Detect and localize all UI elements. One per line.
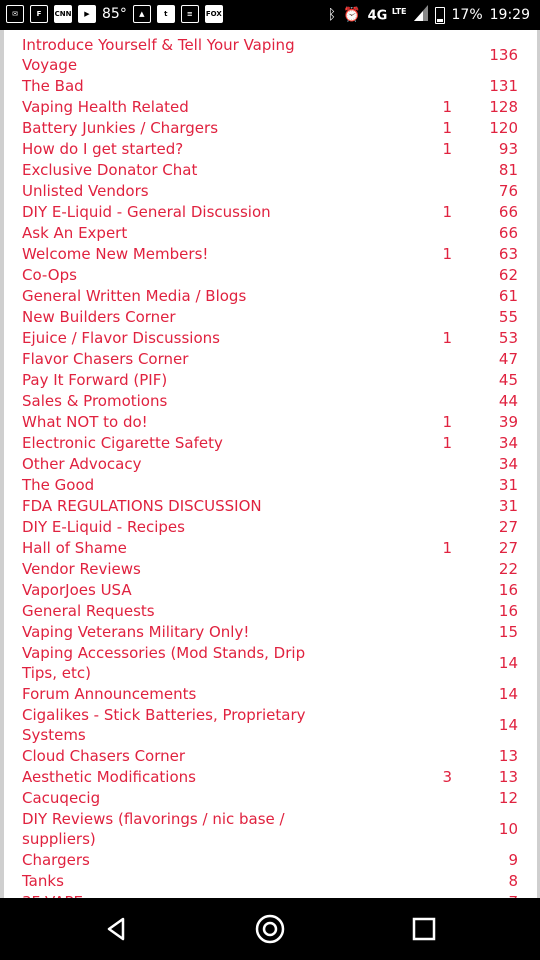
forum-row[interactable]: [0, 180, 540, 201]
forum-topic-count: 34: [498, 454, 518, 473]
forum-row[interactable]: [0, 369, 540, 390]
forum-name: Cigalikes - Stick Batteries, Proprietary Systems: [22, 705, 306, 744]
youtube-icon: ▶: [78, 5, 96, 23]
temperature-text: 85°: [102, 6, 127, 22]
forum-row[interactable]: [0, 495, 540, 516]
forum-unread-count: 1: [442, 538, 452, 557]
forum-topic-count: 16: [498, 601, 518, 620]
battery-icon: [435, 7, 445, 24]
forum-row[interactable]: [0, 642, 540, 683]
forum-topic-count: 27: [498, 517, 518, 536]
forum-name: Forum Announcements: [22, 684, 197, 703]
forum-unread-count: 1: [442, 412, 452, 431]
forum-name: Electronic Cigarette Safety: [22, 433, 223, 452]
forum-row[interactable]: [0, 201, 540, 222]
forum-row[interactable]: [0, 411, 540, 432]
notification-icons: [6, 5, 223, 23]
forum-name: Vaping Veterans Military Only!: [22, 622, 250, 641]
forum-name: Exclusive Donator Chat: [22, 160, 198, 179]
forum-row[interactable]: [0, 306, 540, 327]
forum-topic-count: 16: [498, 580, 518, 599]
forum-row[interactable]: [0, 348, 540, 369]
forum-name: Vaping Health Related: [22, 97, 189, 116]
forum-name: Hall of Shame: [22, 538, 127, 557]
forum-topic-count: 22: [498, 559, 518, 578]
forum-row[interactable]: [0, 600, 540, 621]
forum-unread-count: 1: [442, 97, 452, 116]
forum-row[interactable]: [0, 264, 540, 285]
forum-row[interactable]: [0, 745, 540, 766]
forum-topic-count: 12: [498, 788, 518, 807]
battery-percent: 17%: [451, 7, 483, 23]
forum-row[interactable]: [0, 432, 540, 453]
forum-row[interactable]: [0, 285, 540, 306]
forum-name: What NOT to do!: [22, 412, 148, 431]
forum-name: Other Advocacy: [22, 454, 142, 473]
forum-topic-count: 13: [498, 767, 518, 786]
forum-topic-count: 31: [498, 496, 518, 515]
forum-name: Vendor Reviews: [22, 559, 141, 578]
forum-list[interactable]: [0, 34, 540, 933]
forum-topic-count: 136: [489, 45, 518, 64]
forum-row[interactable]: [0, 516, 540, 537]
forum-topic-count: 128: [489, 97, 518, 116]
forum-unread-count: 3: [442, 767, 452, 786]
forum-row[interactable]: [0, 390, 540, 411]
cnn-icon: CNN: [54, 5, 72, 23]
forum-name: DIY Reviews (flavorings / nic base / suppliers): [22, 809, 285, 848]
forum-name: Unlisted Vendors: [22, 181, 149, 200]
network-type-label: 4G: [367, 8, 388, 24]
forum-name: Cacuqecig: [22, 788, 101, 807]
status-bar: [0, 0, 540, 30]
forum-topic-count: 62: [498, 265, 518, 284]
forum-topic-count: 53: [498, 328, 518, 347]
forum-name: Tanks: [22, 871, 64, 890]
forum-topic-count: 76: [498, 181, 518, 200]
image-icon: ▲: [133, 5, 151, 23]
mail-icon: ✉: [6, 5, 24, 23]
forum-name: Flavor Chasers Corner: [22, 349, 189, 368]
forum-row[interactable]: [0, 34, 540, 75]
forum-row[interactable]: [0, 117, 540, 138]
forum-topic-count: 93: [498, 139, 518, 158]
forum-topic-count: 39: [498, 412, 518, 431]
forum-topic-count: 61: [498, 286, 518, 305]
forum-row[interactable]: [0, 453, 540, 474]
clock: 19:29: [489, 7, 530, 23]
forum-topic-count: 66: [498, 202, 518, 221]
forum-row[interactable]: [0, 558, 540, 579]
forum-row[interactable]: [0, 96, 540, 117]
forum-row[interactable]: [0, 704, 540, 745]
forum-row[interactable]: [0, 579, 540, 600]
forum-row[interactable]: [0, 808, 540, 849]
flipboard-icon: F: [30, 5, 48, 23]
forum-name: Welcome New Members!: [22, 244, 209, 263]
forum-name: Pay It Forward (PIF): [22, 370, 168, 389]
back-button[interactable]: [96, 914, 136, 944]
home-button[interactable]: [250, 914, 290, 944]
forum-name: Introduce Yourself & Tell Your Vaping Voyage: [22, 35, 295, 74]
forum-row[interactable]: [0, 537, 540, 558]
navigation-bar: [0, 898, 540, 960]
forum-name: Vaping Accessories (Mod Stands, Drip Tips, etc): [22, 643, 306, 682]
tumblr-icon: t: [157, 5, 175, 23]
forum-topic-count: 15: [498, 622, 518, 641]
forum-name: Ejuice / Flavor Discussions: [22, 328, 220, 347]
forum-topic-count: 13: [498, 746, 518, 765]
forum-topic-count: 55: [498, 307, 518, 326]
forum-topic-count: 14: [498, 653, 518, 672]
forum-name: Aesthetic Modifications: [22, 767, 196, 786]
recent-apps-icon: [411, 916, 437, 942]
home-icon: [254, 913, 286, 945]
forum-name: Co-Ops: [22, 265, 77, 284]
forum-unread-count: 1: [442, 118, 452, 137]
forum-topic-count: 9: [508, 850, 518, 869]
forum-row[interactable]: [0, 138, 540, 159]
forum-name: Cloud Chasers Corner: [22, 746, 186, 765]
forum-topic-count: 14: [498, 715, 518, 734]
forum-name: FDA REGULATIONS DISCUSSION: [22, 496, 262, 515]
forum-topic-count: 63: [498, 244, 518, 263]
forum-name: General Written Media / Blogs: [22, 286, 247, 305]
forum-topic-count: 81: [498, 160, 518, 179]
forum-name: DIY E-Liquid - Recipes: [22, 517, 185, 536]
forum-topic-count: 10: [498, 819, 518, 838]
forum-name: How do I get started?: [22, 139, 184, 158]
forum-topic-count: 8: [508, 871, 518, 890]
forum-unread-count: 1: [442, 139, 452, 158]
forum-unread-count: 1: [442, 202, 452, 221]
forum-topic-count: 47: [498, 349, 518, 368]
forum-topic-count: 44: [498, 391, 518, 410]
forum-name: General Requests: [22, 601, 155, 620]
forum-unread-count: 1: [442, 244, 452, 263]
forum-name: VaporJoes USA: [22, 580, 132, 599]
forum-row[interactable]: [0, 75, 540, 96]
forum-topic-count: 45: [498, 370, 518, 389]
forum-name: DIY E-Liquid - General Discussion: [22, 202, 271, 221]
forum-topic-count: 131: [489, 76, 518, 95]
forum-name: Battery Junkies / Chargers: [22, 118, 219, 137]
forum-name: Sales & Promotions: [22, 391, 168, 410]
forum-row[interactable]: [0, 327, 540, 348]
back-icon: [101, 914, 131, 944]
forum-name: Ask An Expert: [22, 223, 128, 242]
news-icon: ≡: [181, 5, 199, 23]
forum-row[interactable]: [0, 159, 540, 180]
signal-icon: [414, 5, 428, 25]
forum-row[interactable]: [0, 243, 540, 264]
forum-list-page: [0, 30, 540, 898]
fox-news-icon: FOX: [205, 5, 223, 23]
forum-name: The Bad: [22, 76, 84, 95]
bluetooth-icon: ᛒ: [327, 7, 337, 23]
forum-row[interactable]: [0, 787, 540, 808]
recent-apps-button[interactable]: [404, 914, 444, 944]
system-indicators: [328, 5, 530, 25]
forum-row[interactable]: [0, 870, 540, 891]
forum-name: Chargers: [22, 850, 90, 869]
network-type: [368, 7, 407, 23]
forum-topic-count: 31: [498, 475, 518, 494]
forum-topic-count: 66: [498, 223, 518, 242]
forum-name: The Good: [22, 475, 95, 494]
forum-unread-count: 1: [442, 328, 452, 347]
forum-topic-count: 14: [498, 684, 518, 703]
forum-topic-count: 27: [498, 538, 518, 557]
forum-row[interactable]: [0, 766, 540, 787]
forum-unread-count: 1: [442, 433, 452, 452]
forum-row[interactable]: [0, 474, 540, 495]
alarm-icon: ⏰: [343, 7, 361, 23]
forum-row[interactable]: [0, 683, 540, 704]
forum-name: New Builders Corner: [22, 307, 176, 326]
network-type-sup: LTE: [391, 6, 407, 16]
forum-row[interactable]: [0, 222, 540, 243]
forum-topic-count: 120: [489, 118, 518, 137]
forum-row[interactable]: [0, 849, 540, 870]
forum-row[interactable]: [0, 621, 540, 642]
forum-topic-count: 34: [498, 433, 518, 452]
